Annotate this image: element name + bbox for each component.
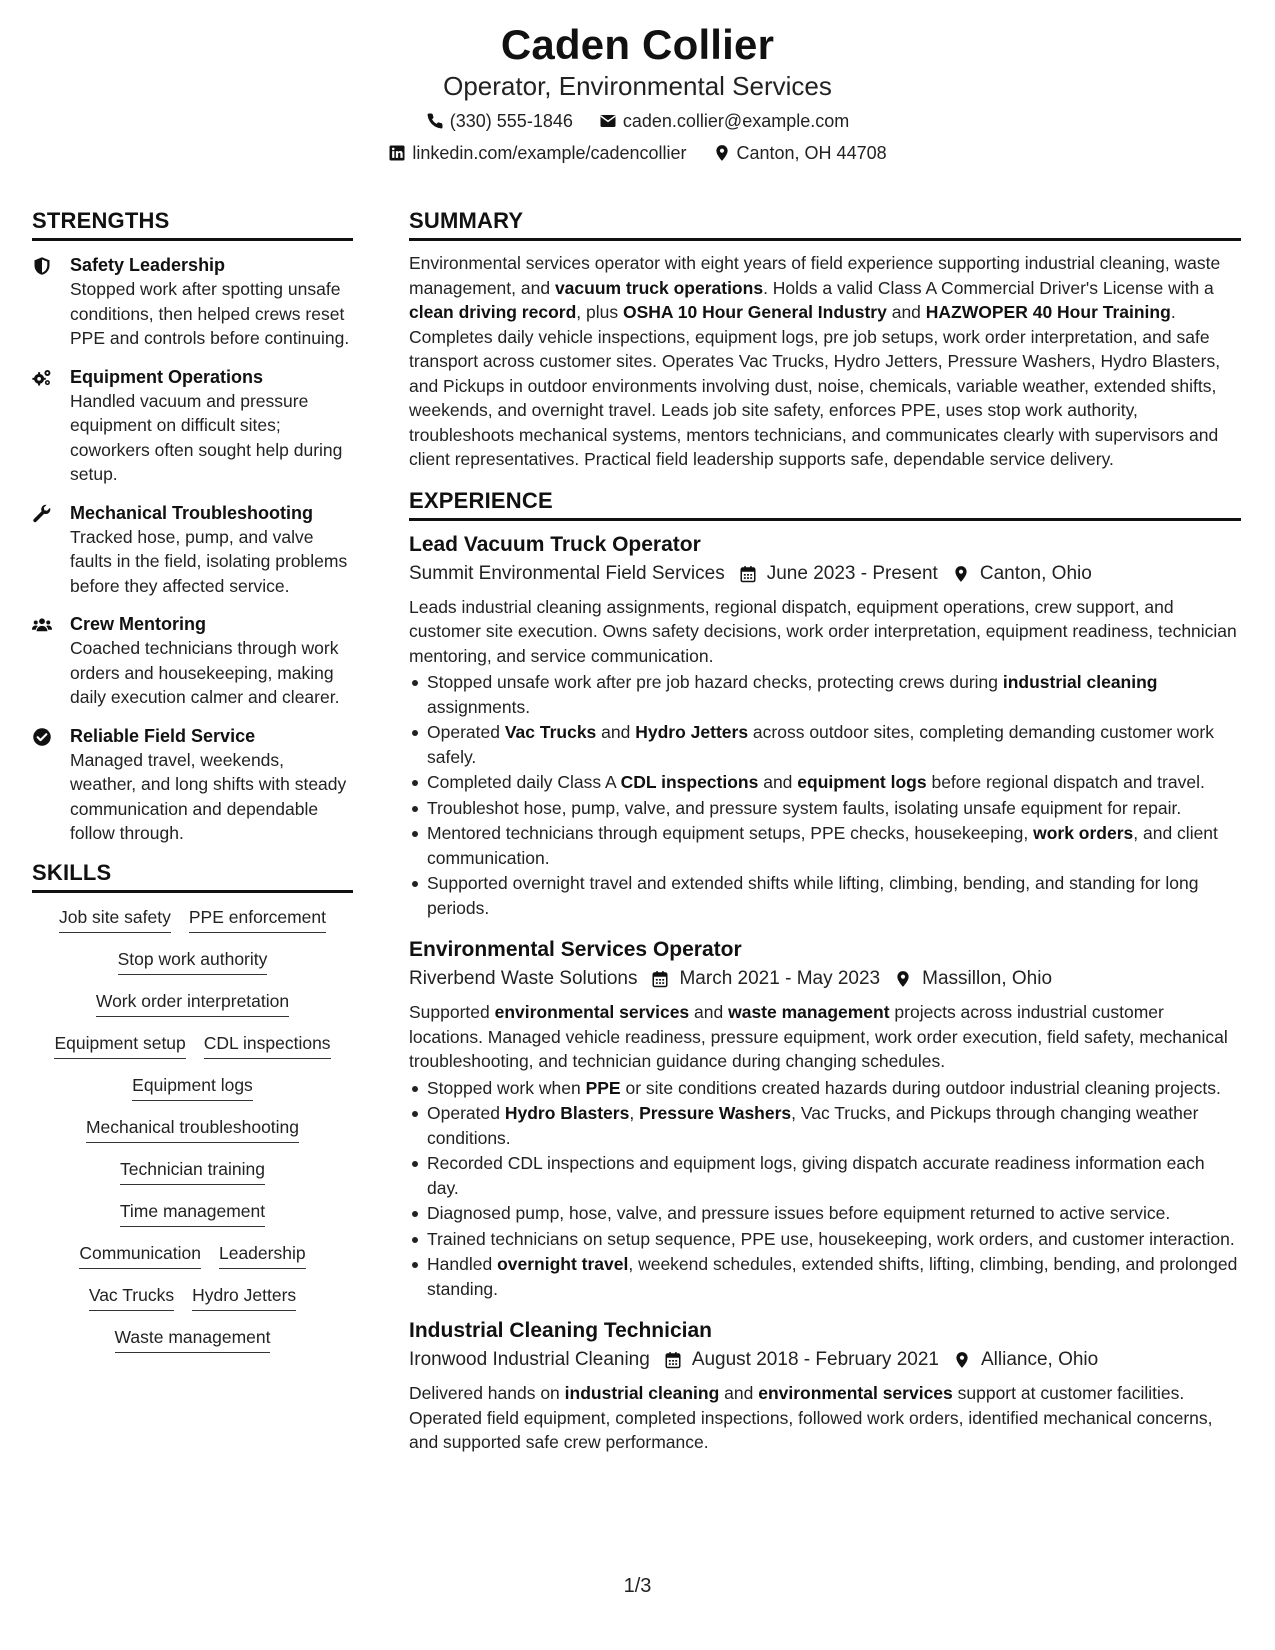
left-column [32,208,353,1353]
bullet-item: Completed daily Class A CDL inspections and equipment logs before regional dispatch and travel. [409,770,1241,795]
job-meta [409,964,1241,994]
strength-title: Crew Mentoring [70,614,207,634]
job-company: Riverbend Waste Solutions [409,968,638,989]
bullet-item: Handled overnight travel, weekend schedules, extended shifts, lifting, climbing, bending, and prolonged standing. [409,1252,1241,1301]
phone-icon [426,112,444,130]
job-meta [409,559,1241,589]
strength-title: Mechanical Troubleshooting [70,502,314,523]
job-bullets [409,1076,1241,1302]
skill-row [36,905,349,933]
skill-row [36,989,349,1017]
skill-tag: Job site safety [59,905,171,933]
calendar-icon [739,565,757,583]
email-text: caden.collier@example.com [622,110,850,131]
bullet-item: Stopped unsafe work after pre job hazard checks, protecting crews during industrial cleaning assignments. [409,670,1241,719]
experience-section [409,488,1241,1455]
skill-tag: Work order interpretation [96,989,289,1017]
job-dates: August 2018 - February 2021 [691,1349,939,1370]
strength-desc: Stopped work after spotting unsafe conditions, then helped crews reset PPE and controls before continuing. [70,279,350,348]
skill-row [36,1241,349,1269]
strength-item [32,253,353,351]
skills-list [32,905,353,1353]
skill-tag: Hydro Jetters [192,1283,296,1311]
job-dates: March 2021 - May 2023 [679,968,881,989]
envelope-icon [599,112,617,130]
job-description: Leads industrial cleaning assignments, regional dispatch, equipment operations, crew support, and customer site execution. Owns safety decisions, work order interpretation, equipment readiness, technician mentoring, and service communication. [409,596,1237,666]
bullet-item: Recorded CDL inspections and equipment logs, giving dispatch accurate readiness information each day. [409,1151,1241,1200]
skill-row [36,1115,349,1143]
skill-row [36,1157,349,1185]
job-description: Delivered hands on industrial cleaning and environmental services support at customer facilities. Operated field equipment, completed inspections, followed work orders, identified mechanical concerns, and supported safe crew performance. [409,1383,1213,1452]
strength-desc: Coached technicians through work orders and housekeeping, making daily execution calmer and clearer. [70,638,340,707]
strength-item [32,365,353,487]
skill-tag: Technician training [120,1157,265,1185]
skill-tag: Vac Trucks [89,1283,174,1311]
skill-tag: PPE enforcement [189,905,326,933]
jobs-list [409,531,1241,1455]
summary-heading: SUMMARY [409,208,1241,241]
skill-tag: Equipment logs [132,1073,253,1101]
job-title: Lead Vacuum Truck Operator [409,532,701,556]
linkedin-icon [388,144,406,162]
map-pin-icon [713,144,731,162]
phone-contact [426,107,573,135]
job-entry [409,936,1241,1301]
job-entry [409,531,1241,921]
skill-row [36,1031,349,1059]
check-circle-icon [32,727,52,747]
shield-icon [32,256,52,276]
candidate-name: Caden Collier [500,21,775,68]
strength-title: Safety Leadership [70,255,226,275]
job-title: Environmental Services Operator [409,938,742,961]
location-text: Canton, OH 44708 [736,142,887,163]
strength-title: Equipment Operations [70,366,264,387]
skill-tag: Stop work authority [118,947,268,975]
location-contact [713,139,887,167]
skills-heading: SKILLS [32,860,353,893]
skills-section [32,860,353,1353]
strength-item [32,724,353,846]
email-contact [599,107,849,135]
skill-row [36,1073,349,1101]
bullet-item: Diagnosed pump, hose, valve, and pressure issues before equipment returned to active service. [409,1201,1241,1226]
strength-desc: Managed travel, weekends, weather, and long shifts with steady communication and dependable follow through. [70,749,347,843]
skill-tag: Time management [120,1199,265,1227]
bullet-item: Mentored technicians through equipment setups, PPE checks, housekeeping, work orders, and client communication. [409,821,1241,870]
bullet-item: Operated Vac Trucks and Hydro Jetters across outdoor sites, completing demanding customer work safely. [409,720,1241,769]
bullet-item: Stopped work when PPE or site conditions created hazards during outdoor industrial cleaning projects. [409,1076,1241,1101]
map-pin-icon [894,970,912,988]
strength-item [32,612,353,710]
bullet-item: Supported overnight travel and extended shifts while lifting, climbing, bending, and standing for long periods. [409,871,1241,920]
right-column [409,208,1241,1455]
phone-text: (330) 555-1846 [449,110,573,131]
map-pin-icon [952,565,970,583]
job-description: Supported environmental services and waste management projects across industrial customer locations. Managed vehicle readiness, pressure equipment, work order execution, field safety, mechanical troubleshooting, and technician guidance during changing schedules. [409,1002,1228,1071]
skill-tag: Waste management [115,1325,271,1353]
map-pin-icon [953,1351,971,1369]
strength-desc: Handled vacuum and pressure equipment on difficult sites; coworkers often sought help during setup. [70,390,343,484]
wrench-icon [32,504,52,524]
strengths-heading: STRENGTHS [32,208,353,241]
experience-heading: EXPERIENCE [409,488,1241,521]
job-dates: June 2023 - Present [766,562,938,584]
contact-row-2 [0,139,1275,167]
job-company: Summit Environmental Field Services [409,562,725,584]
gears-icon [32,368,52,388]
job-location: Alliance, Ohio [980,1349,1099,1370]
job-company: Ironwood Industrial Cleaning [409,1349,650,1370]
skill-tag: Equipment setup [54,1031,185,1059]
job-title: Industrial Cleaning Technician [409,1319,712,1342]
skill-tag: Leadership [219,1241,306,1269]
linkedin-contact [388,139,686,167]
skill-row [36,1199,349,1227]
skill-row [36,1283,349,1311]
job-entry [409,1317,1241,1455]
job-bullets [409,670,1241,920]
calendar-icon [664,1351,682,1369]
skill-tag: Mechanical troubleshooting [86,1115,299,1143]
strength-title: Reliable Field Service [70,725,256,746]
candidate-role: Operator, Environmental Services [443,71,832,102]
calendar-icon [651,970,669,988]
strength-desc: Tracked hose, pump, and valve faults in the field, isolating problems before they affected service. [70,526,348,596]
job-location: Canton, Ohio [979,562,1092,584]
job-meta [409,1345,1241,1375]
contact-row-1 [0,107,1275,135]
skill-tag: Communication [79,1241,201,1269]
bullet-item: Troubleshot hose, pump, valve, and pressure system faults, isolating unsafe equipment for repair. [409,796,1241,821]
bullet-item: Operated Hydro Blasters, Pressure Washers, Vac Trucks, and Pickups through changing weather conditions. [409,1101,1241,1150]
users-icon [32,615,52,635]
skill-tag: CDL inspections [204,1031,331,1059]
skill-row [36,1325,349,1353]
strength-item [32,501,353,599]
bullet-item: Trained technicians on setup sequence, PPE use, housekeeping, work orders, and customer interaction. [409,1227,1241,1252]
job-location: Massillon, Ohio [922,968,1053,989]
page-number: 1/3 [623,1575,652,1597]
resume-header [0,20,1275,167]
skill-row [36,947,349,975]
linkedin-text: linkedin.com/example/cadencollier [412,142,687,163]
strengths-list [32,253,353,846]
summary-text: Environmental services operator with eight years of field experience supporting industrial cleaning, waste management, and vacuum truck operations. Holds a valid Class A Commercial Driver's License with a clean driving record, plus OSHA 10 Hour General Industry and HAZWOPER 40 Hour Training. Completes daily vehicle inspections, equipment logs, pre job setups, work order interpretation, and safe transport across customer sites. Operates Vac Trucks, Hydro Jetters, Pressure Washers, Hydro Blasters, and Pickups in outdoor environments involving dust, noise, chemicals, variable weather, extended shifts, weekends, and overnight travel. Leads job site safety, enforces PPE, uses stop work authority, troubleshoots mechanical systems, mentors technicians, and communicates clearly with supervisors and client representatives. Practical field leadership supports safe, dependable service delivery. [409,253,1221,469]
